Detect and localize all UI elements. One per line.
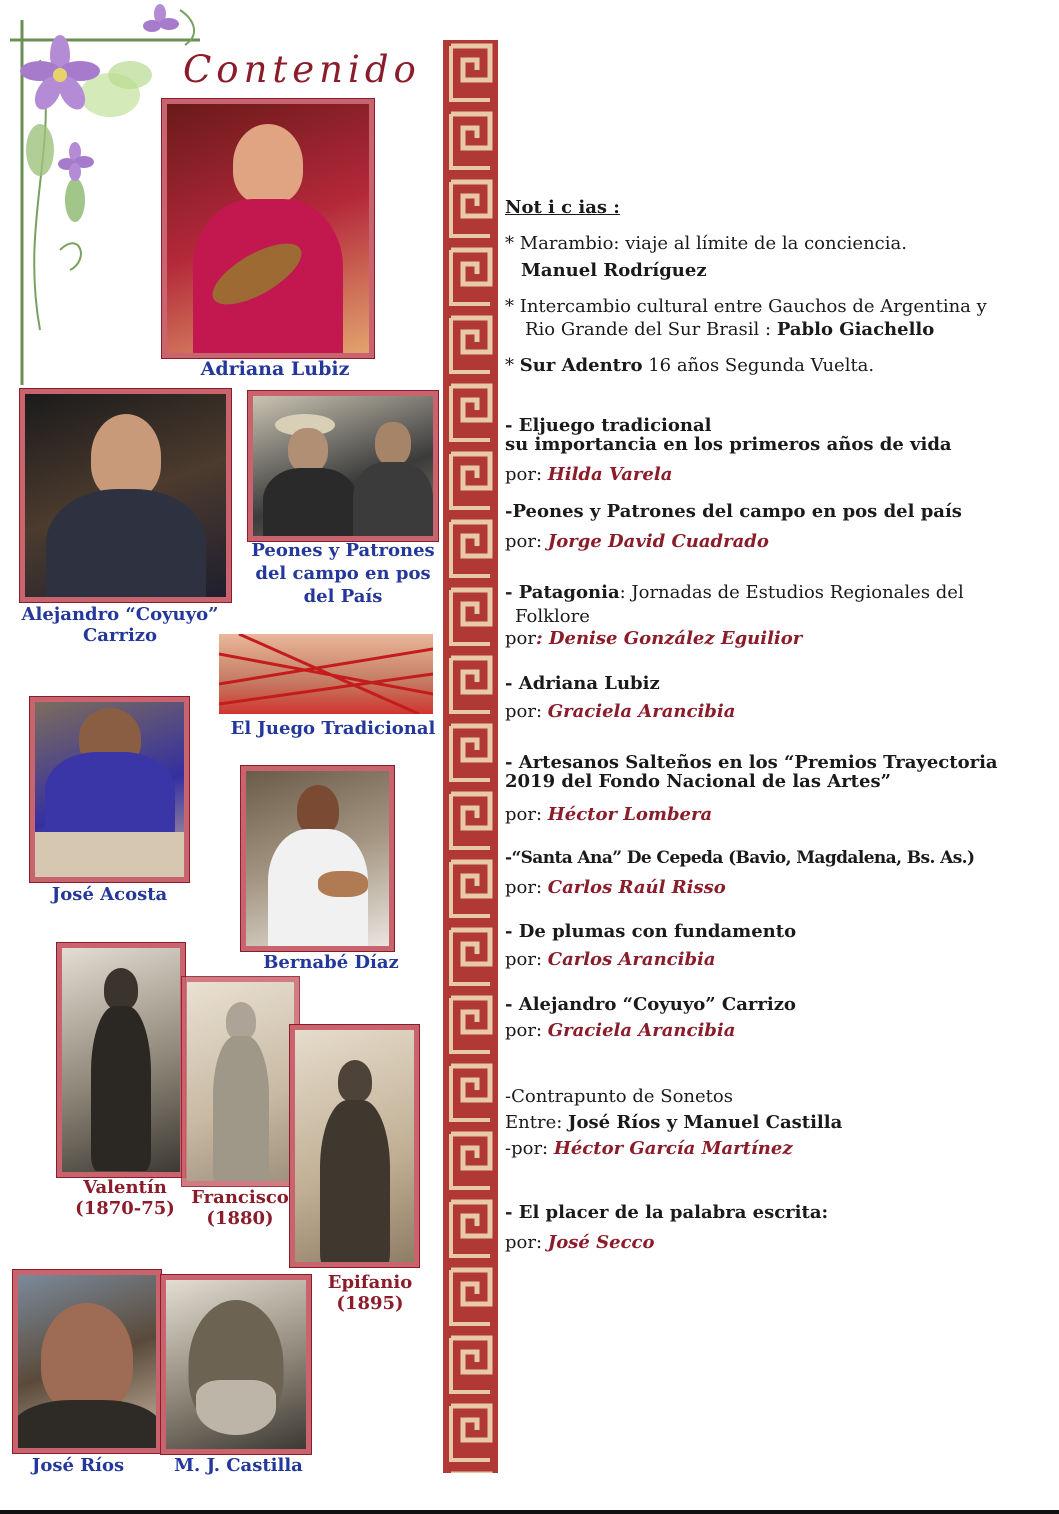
photo-adriana-lubiz [162,99,374,358]
article-5-byline: por: Héctor Lombera [505,804,713,825]
noticia-2-line2: Rio Grande del Sur Brasil : Pablo Giachello [525,319,935,340]
greek-key-border [451,794,490,848]
greek-key-border [451,1338,490,1392]
photo-valentin [57,943,185,1177]
greek-key-motif [451,1202,490,1236]
greek-key-border [451,454,490,508]
article-5-title: - Artesanos Salteños en los “Premios Trayectoria [505,752,998,773]
article-8-title: - Alejandro “Coyuyo” Carrizo [505,994,796,1015]
caption-alejandro-line2: Carrizo [82,625,158,646]
bottom-rule [0,1510,1059,1514]
greek-key-motif [451,522,490,556]
article-9-byline: -por: Héctor García Martínez [505,1138,793,1159]
greek-key-motif [451,1134,490,1168]
caption-francisco-line2: (1880) [206,1208,274,1229]
caption-mj-castilla: M. J. Castilla [174,1455,303,1476]
photo-mj-castilla [161,1275,311,1454]
article-9-title: -Contrapunto de Sonetos [505,1086,733,1107]
greek-key-motif [451,250,490,284]
article-6-byline: por: Carlos Raúl Risso [505,877,726,898]
red-strings-decoration [219,634,433,714]
greek-key-border [451,46,490,100]
greek-key-motif [451,1270,490,1304]
greek-key-motif [451,182,490,216]
greek-key-border [451,114,490,168]
article-7-byline: por: Carlos Arancibia [505,949,716,970]
greek-key-motif [451,1066,490,1100]
greek-key-border [451,726,490,780]
greek-key-border [451,1134,490,1188]
photo-epifanio [290,1025,419,1267]
article-4-title: - Adriana Lubiz [505,673,660,694]
caption-bernabe-diaz: Bernabé Díaz [263,952,399,973]
greek-key-motif [451,794,490,828]
greek-key-border [451,1406,490,1460]
photo-peones-patrones [248,391,438,541]
article-6-title: -“Santa Ana” De Cepeda (Bavio, Magdalena, Bs. As.) [505,848,975,868]
greek-key-motif [451,454,490,488]
greek-key-motif [451,1406,490,1440]
photo-jose-acosta [30,697,189,882]
caption-peones-line3: del País [303,586,383,607]
article-10-byline: por: José Secco [505,1232,655,1253]
caption-adriana-lubiz: Adriana Lubiz [200,358,350,380]
greek-key-border [451,590,490,644]
caption-valentin-line1: Valentín [83,1177,167,1198]
article-4-byline: por: Graciela Arancibia [505,701,736,722]
greek-key-motif [451,386,490,420]
greek-key-motif [451,658,490,692]
greek-key-border [451,522,490,576]
noticia-1: * Marambio: viaje al límite de la conciencia. [505,233,907,254]
greek-key-motif [451,318,490,352]
photo-francisco [182,977,299,1186]
greek-key-motif [451,46,490,80]
noticias-header: Not i c ias : [505,197,620,218]
article-2-byline: por: Jorge David Cuadrado [505,531,769,552]
photo-jose-rios [13,1270,161,1453]
page-title: Contenido [183,48,421,91]
greek-key-motif [451,1338,490,1372]
greek-key-pattern [443,40,498,1473]
greek-key-border [451,658,490,712]
caption-peones-line2: del campo en pos [255,563,431,584]
greek-key-border [451,1270,490,1324]
caption-francisco-line1: Francisco [191,1187,289,1208]
greek-key-border [451,318,490,372]
article-7-title: - De plumas con fundamento [505,921,797,942]
caption-jose-acosta: José Acosta [51,884,168,905]
article-5-subtitle: 2019 del Fondo Nacional de las Artes” [505,771,891,792]
caption-jose-rios: José Ríos [31,1455,125,1476]
greek-key-border [451,930,490,984]
noticia-1-author: Manuel Rodríguez [521,260,707,281]
article-3-title: - Patagonia: Jornadas de Estudios Regionales del [505,582,964,603]
greek-key-border [451,1066,490,1120]
greek-key-motif [451,590,490,624]
article-10-title: - El placer de la palabra escrita: [505,1202,829,1223]
article-1-title: - Eljuego tradicional [505,415,712,436]
greek-key-motif [451,114,490,148]
caption-peones-line1: Peones y Patrones [251,540,435,561]
photo-bernabe-diaz [241,766,394,951]
article-8-byline: por: Graciela Arancibia [505,1020,736,1041]
woven-band-decoration [443,40,498,1473]
caption-alejandro-line1: Alejandro “Coyuyo” [21,604,219,625]
noticia-3: * Sur Adentro 16 años Segunda Vuelta. [505,355,875,376]
caption-epifanio-line1: Epifanio [327,1272,413,1293]
greek-key-motif [451,998,490,1032]
greek-key-border [451,998,490,1052]
caption-valentin-line2: (1870-75) [75,1198,175,1219]
photo-alejandro-carrizo [20,389,231,602]
greek-key-motif [451,726,490,760]
article-1-byline: por: Hilda Varela [505,464,673,485]
greek-key-border [451,1202,490,1256]
article-3-byline: por: Denise González Eguilior [505,628,803,649]
article-2-title: -Peones y Patrones del campo en pos del país [505,501,962,522]
greek-key-motif [451,862,490,896]
greek-key-motif [451,930,490,964]
greek-key-border [451,386,490,440]
greek-key-border [451,182,490,236]
caption-juego-tradicional: El Juego Tradicional [230,718,436,739]
article-1-subtitle: su importancia en los primeros años de vida [505,434,952,455]
article-9-participants: Entre: José Ríos y Manuel Castilla [505,1112,843,1133]
noticia-2: * Intercambio cultural entre Gauchos de Argentina y [505,296,987,317]
article-3-line2: Folklore [515,606,590,627]
caption-epifanio-line2: (1895) [336,1293,404,1314]
greek-key-border [451,862,490,916]
photo-juego-tradicional [219,634,433,714]
greek-key-border [451,250,490,304]
